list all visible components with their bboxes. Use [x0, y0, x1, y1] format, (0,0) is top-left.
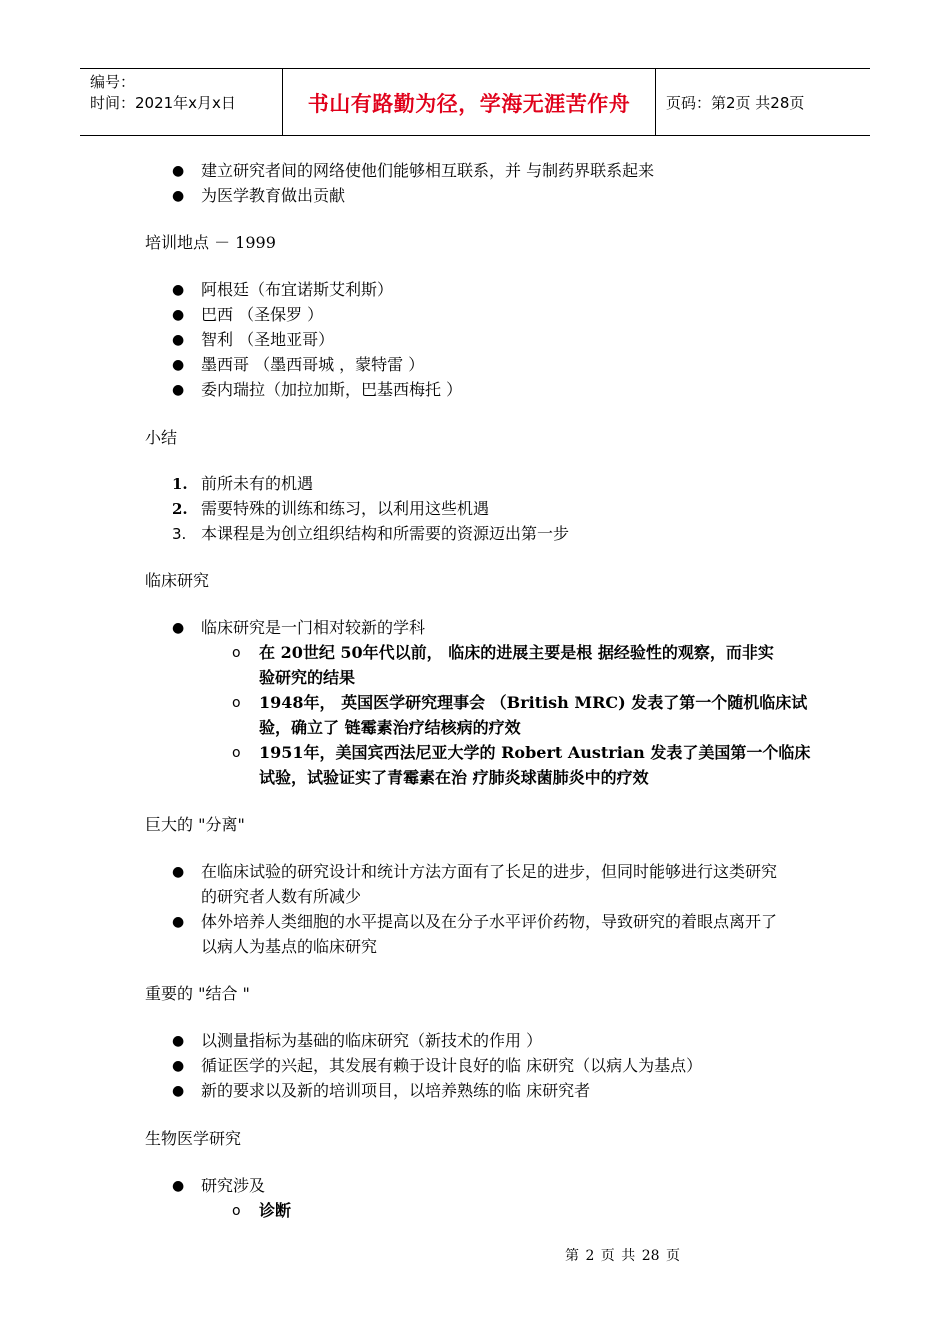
- section-heading-biomedical: 生物医学研究: [145, 1129, 242, 1148]
- page-header: [80, 68, 870, 136]
- header-motto: 书山有路勤为径，学海无涯苦作舟: [282, 69, 656, 135]
- bullet-marker: ●: [172, 282, 185, 298]
- list-item: 以测量指标为基础的临床研究（新技术的作用 ）: [201, 1031, 543, 1050]
- sub-list-item: 在 20世纪 50年代以前， 临床的进展主要是根 据经验性的观察，而非实: [259, 643, 774, 662]
- sub-bullet-marker: o: [232, 745, 241, 761]
- section-heading-summary: 小结: [145, 428, 178, 447]
- list-item: 巴西 （圣保罗 ）: [201, 305, 324, 324]
- list-item: 前所未有的机遇: [201, 474, 314, 493]
- list-item: 智利 （圣地亚哥）: [201, 330, 335, 349]
- list-item: 研究涉及: [201, 1176, 266, 1195]
- bullet-marker: ●: [172, 1178, 185, 1194]
- document-date: 时间：2021年x月x日: [90, 94, 236, 112]
- bullet-marker: ●: [172, 332, 185, 348]
- list-item: 循证医学的兴起，其发展有赖于设计良好的临 床研究（以病人为基点）: [201, 1056, 703, 1075]
- page-footer: [0, 1245, 950, 1265]
- list-number: 3.: [172, 525, 187, 543]
- list-item-continuation: 以病人为基点的临床研究: [201, 937, 378, 956]
- bullet-marker: ●: [172, 1033, 185, 1049]
- sub-list-item: 1948年， 英国医学研究理事会 （British MRC) 发表了第一个随机临床试: [259, 693, 808, 712]
- list-item: 在临床试验的研究设计和统计方法方面有了长足的进步，但同时能够进行这类研究: [201, 862, 778, 881]
- section-heading-separation: 巨大的 "分离": [145, 815, 245, 834]
- bullet-marker: ●: [172, 188, 185, 204]
- header-meta: [80, 69, 282, 135]
- sub-bullet-marker: o: [232, 695, 241, 711]
- bullet-marker: ●: [172, 620, 185, 636]
- bullet-marker: ●: [172, 307, 185, 323]
- bullet-marker: ●: [172, 382, 185, 398]
- bullet-marker: ●: [172, 357, 185, 373]
- sub-list-item: 1951年，美国宾西法尼亚大学的 Robert Austrian 发表了美国第一个临床: [259, 743, 811, 762]
- list-item: 体外培养人类细胞的水平提高以及在分子水平评价药物，导致研究的着眼点离开了: [201, 912, 778, 931]
- sub-list-item: 诊断: [259, 1201, 292, 1220]
- sub-bullet-marker: o: [232, 645, 241, 661]
- list-item: 阿根廷（布宜诺斯艾利斯）: [201, 280, 394, 299]
- sub-bullet-marker: o: [232, 1203, 241, 1219]
- footer-page-number: 第 2 页 共 28 页: [565, 1248, 680, 1264]
- list-item: 新的要求以及新的培训项目，以培养熟练的临 床研究者: [201, 1081, 591, 1100]
- list-item: 委内瑞拉（加拉加斯，巴基西梅托 ）: [201, 380, 463, 399]
- list-item: 本课程是为创立组织结构和所需要的资源迈出第一步: [201, 524, 570, 543]
- bullet-marker: ●: [172, 864, 185, 880]
- list-item: 需要特殊的训练和练习，以利用这些机遇: [201, 499, 490, 518]
- list-number: 1.: [172, 475, 188, 493]
- header-page-info: 页码：第2页 共28页: [666, 93, 805, 112]
- document-number-label: 编号：: [90, 73, 136, 91]
- sub-list-item-continuation: 验，确立了 链霉素治疗结核病的疗效: [259, 718, 521, 737]
- list-item: 临床研究是一门相对较新的学科: [201, 618, 426, 637]
- section-heading-clinical: 临床研究: [145, 571, 210, 590]
- bullet-marker: ●: [172, 1083, 185, 1099]
- section-heading-combination: 重要的 "结合 ": [145, 984, 250, 1003]
- list-item: 为医学教育做出贡献: [201, 186, 346, 205]
- bullet-marker: ●: [172, 1058, 185, 1074]
- sub-list-item-continuation: 试验，试验证实了青霉素在治 疗肺炎球菌肺炎中的疗效: [259, 768, 649, 787]
- bullet-marker: ●: [172, 163, 185, 179]
- list-item: 墨西哥 （墨西哥城 ，蒙特雷 ）: [201, 355, 425, 374]
- list-item-continuation: 的研究者人数有所减少: [201, 887, 362, 906]
- list-number: 2.: [172, 500, 188, 518]
- section-heading-training: 培训地点 － 1999: [145, 233, 276, 252]
- sub-list-item-continuation: 验研究的结果: [259, 668, 356, 687]
- list-item: 建立研究者间的网络使他们能够相互联系，并 与制药界联系起来: [201, 161, 655, 180]
- bullet-marker: ●: [172, 914, 185, 930]
